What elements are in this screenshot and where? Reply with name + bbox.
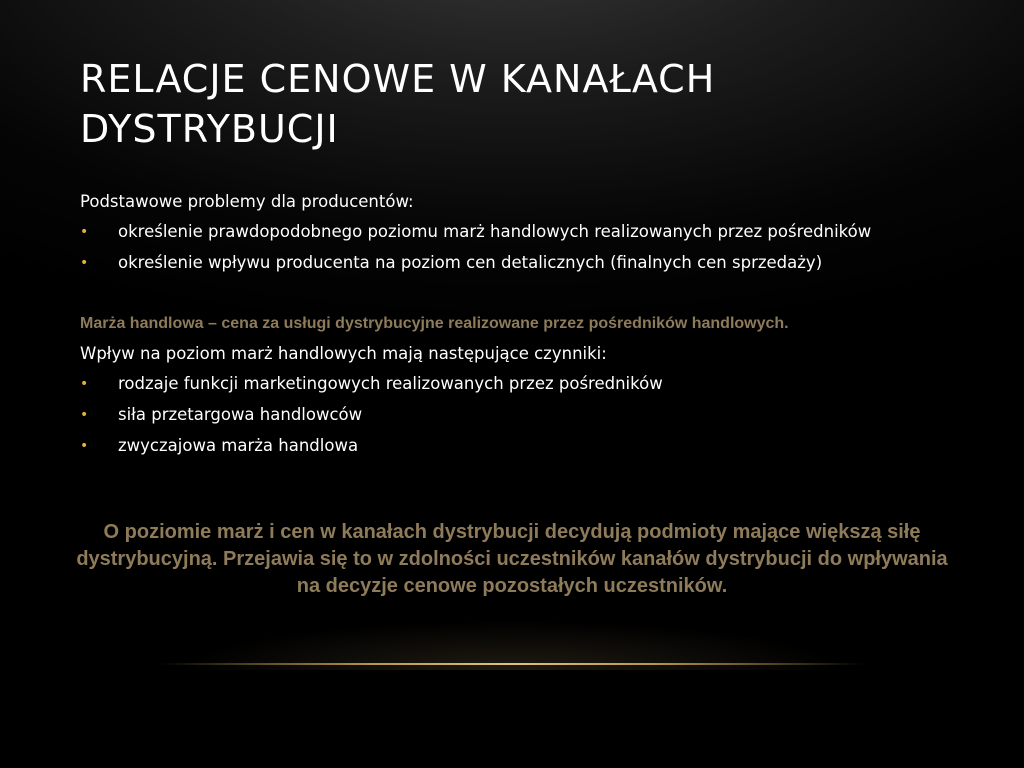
factors-intro-text: Wpływ na poziom marż handlowych mają następujące czynniki: xyxy=(80,344,607,363)
slide-title: RELACJE CENOWE W KANAŁACH DYSTRYBUCJI xyxy=(80,57,716,151)
margin-definition: Marża handlowa – cena za usługi dystrybucyjne realizowane przez pośredników handlowych. xyxy=(80,315,789,332)
intro-text: Podstawowe problemy dla producentów: xyxy=(80,192,414,211)
conclusion-text: O poziomie marż i cen w kanałach dystrybucji decydują podmioty mające większą siłę dystrybucyjną. Przejawia się to w zdolności uczestników kanałów dystrybucji do wpływania na decyzje cenowe pozostałych uczestników. xyxy=(76,521,948,597)
bullet-icon: • xyxy=(80,255,89,271)
bullet-icon: • xyxy=(80,224,89,240)
list-item-text: określenie wpływu producenta na poziom cen detalicznych (finalnych cen sprzedaży) xyxy=(118,253,823,272)
bullet-icon: • xyxy=(80,438,89,454)
list-item xyxy=(80,406,950,424)
bullet-icon: • xyxy=(80,407,89,423)
list-item xyxy=(80,437,950,455)
list-item-text: rodzaje funkcji marketingowych realizowanych przez pośredników xyxy=(118,374,663,393)
list-item-text: siła przetargowa handlowców xyxy=(118,405,363,424)
list-item-text: określenie prawdopodobnego poziomu marż handlowych realizowanych przez pośredników xyxy=(118,222,872,241)
spacer xyxy=(80,285,950,313)
factors-list xyxy=(80,375,950,455)
gold-divider xyxy=(160,663,864,665)
list-item xyxy=(80,223,950,241)
problems-list xyxy=(80,223,950,272)
list-item-text: zwyczajowa marża handlowa xyxy=(118,436,359,455)
slide-content xyxy=(80,191,950,468)
list-item xyxy=(80,254,950,272)
divider-glow xyxy=(180,600,844,670)
list-item xyxy=(80,375,950,393)
bullet-icon: • xyxy=(80,376,89,392)
